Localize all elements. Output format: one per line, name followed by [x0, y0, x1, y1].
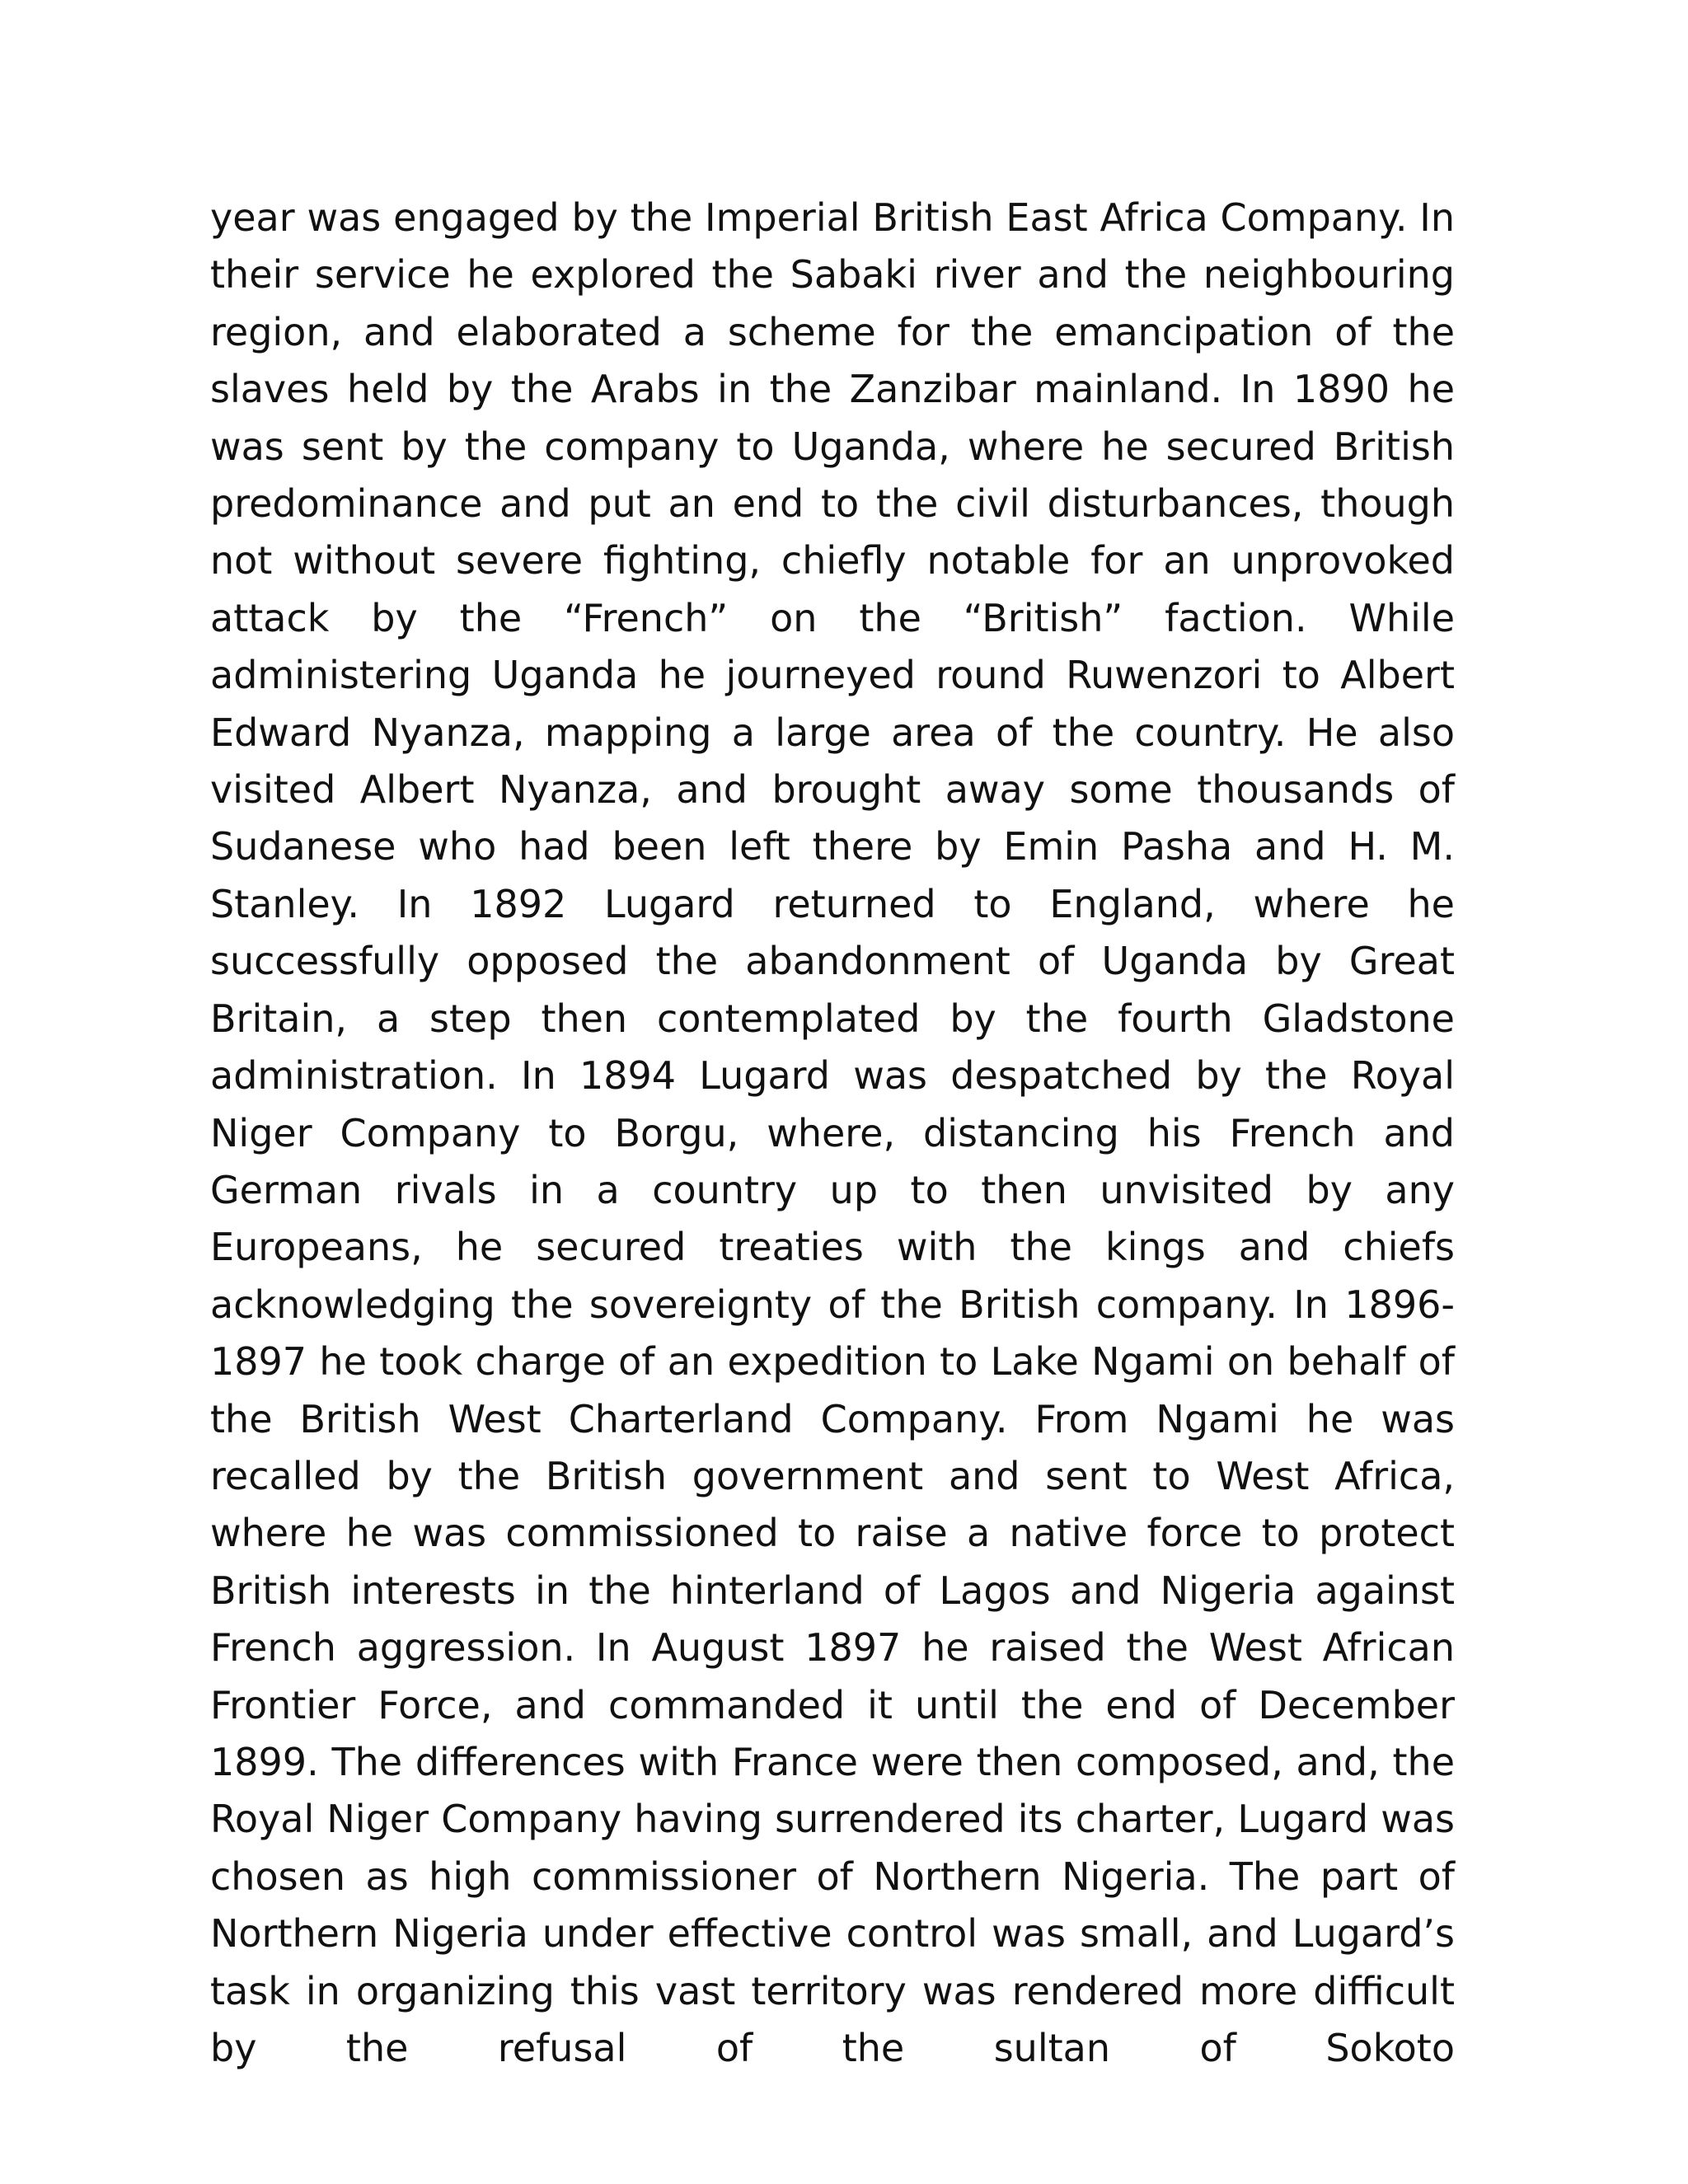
- body-paragraph: year was engaged by the Imperial British East Africa Company. In their service he explored the Sabaki river and the neighbouring region, and elaborated a scheme for the emancipation of the slaves held by the Arabs in the Zanzibar mainland. In 1890 he was sent by the company to Uganda, where he secured British predominance and put an end to the civil disturbances, though not without severe fighting, chiefly notable for an unprovoked attack by the “French” on the “British” faction. While administering Uganda he journeyed round Ruwenzori to Albert Edward Nyanza, mapping a large area of the country. He also visited Albert Nyanza, and brought away some thousands of Sudanese who had been left there by Emin Pasha and H. M. Stanley. In 1892 Lugard returned to England, where he successfully opposed the abandonment of Uganda by Great Britain, a step then contemplated by the fourth Gladstone administration. In 1894 Lugard was despatched by the Royal Niger Company to Borgu, where, distancing his French and German rivals in a country up to then unvisited by any Europeans, he secured treaties with the kings and chiefs acknowledging the sovereignty of the British company. In 1896-1897 he took charge of an expedition to Lake Ngami on behalf of the British West Charterland Company. From Ngami he was recalled by the British government and sent to West Africa, where he was commissioned to raise a native force to protect British interests in the hinterland of Lagos and Nigeria against French aggression. In August 1897 he raised the West African Frontier Force, and commanded it until the end of December 1899. The differences with France were then composed, and, the Royal Niger Company having surrendered its charter, Lugard was chosen as high commissioner of Northern Nigeria. The part of Northern Nigeria under effective control was small, and Lugard’s task in organizing this vast territory was rendered more difficult by the refusal of the sultan of Sokoto: [210, 195, 1455, 2070]
